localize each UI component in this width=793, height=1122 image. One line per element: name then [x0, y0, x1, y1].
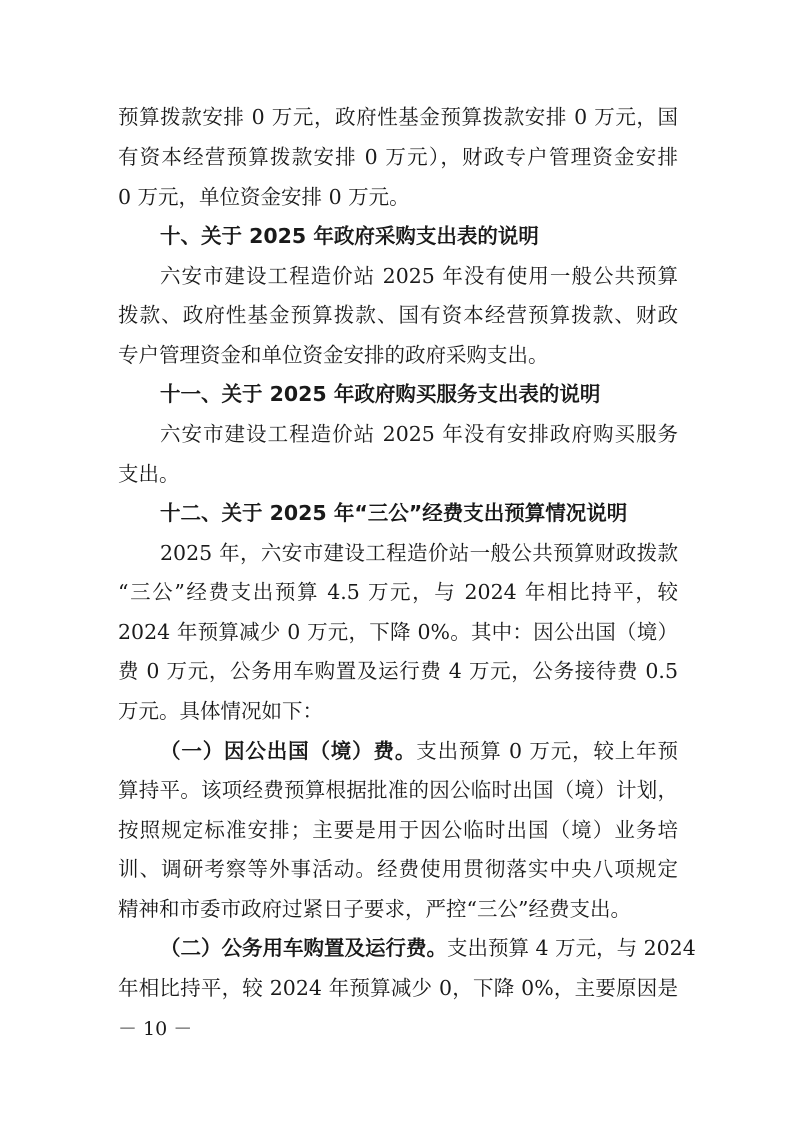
body-line: 有资本经营预算拨款安排 0 万元），财政专户管理资金安排 — [118, 145, 678, 169]
section-heading-12: 十二、关于 2025 年“三公”经费支出预算情况说明 — [160, 501, 628, 525]
body-line-with-subheading — [160, 934, 696, 962]
body-line: 专户管理资金和单位资金安排的政府采购支出。 — [118, 343, 549, 367]
body-line: 0 万元，单位资金安排 0 万元。 — [118, 185, 410, 209]
section-heading-10: 十、关于 2025 年政府采购支出表的说明 — [160, 224, 539, 248]
body-line: 支出。 — [118, 462, 180, 486]
body-text: 支出预算 4 万元，与 2024 — [447, 936, 696, 960]
body-line: 2024 年预算减少 0 万元，下降 0%。其中：因公出国（境） — [118, 620, 678, 644]
body-text: 支出预算 0 万元，较上年预 — [416, 739, 679, 763]
body-line: 精神和市委市政府过紧日子要求，严控“三公”经费支出。 — [118, 897, 631, 921]
body-line: 按照规定标准安排；主要是用于因公临时出国（境）业务培 — [118, 818, 678, 842]
body-line: 万元。具体情况如下： — [118, 699, 323, 723]
body-line: 拨款、政府性基金预算拨款、国有资本经营预算拨款、财政 — [118, 303, 678, 327]
body-line: 2025 年，六安市建设工程造价站一般公共预算财政拨款 — [160, 541, 678, 565]
subheading-2: （二）公务用车购置及运行费。 — [160, 936, 447, 960]
body-line: 费 0 万元，公务用车购置及运行费 4 万元，公务接待费 0.5 — [118, 659, 678, 683]
body-line: 六安市建设工程造价站 2025 年没有安排政府购买服务 — [160, 422, 678, 446]
body-line: 预算拨款安排 0 万元，政府性基金预算拨款安排 0 万元，国 — [118, 105, 678, 129]
body-line-with-subheading — [160, 737, 678, 765]
body-line: 年相比持平，较 2024 年预算减少 0，下降 0%，主要原因是 — [118, 976, 678, 1000]
page-number: － 10 － — [118, 1018, 193, 1040]
subheading-1: （一）因公出国（境）费。 — [160, 739, 417, 763]
body-line: 算持平。该项经费预算根据批准的因公临时出国（境）计划， — [118, 778, 678, 802]
body-line: 六安市建设工程造价站 2025 年没有使用一般公共预算 — [160, 264, 678, 288]
section-heading-11: 十一、关于 2025 年政府购买服务支出表的说明 — [160, 382, 601, 406]
body-line: 训、调研考察等外事活动。经费使用贯彻落实中央八项规定 — [118, 857, 678, 881]
body-line: “三公”经费支出预算 4.5 万元，与 2024 年相比持平，较 — [118, 580, 678, 604]
